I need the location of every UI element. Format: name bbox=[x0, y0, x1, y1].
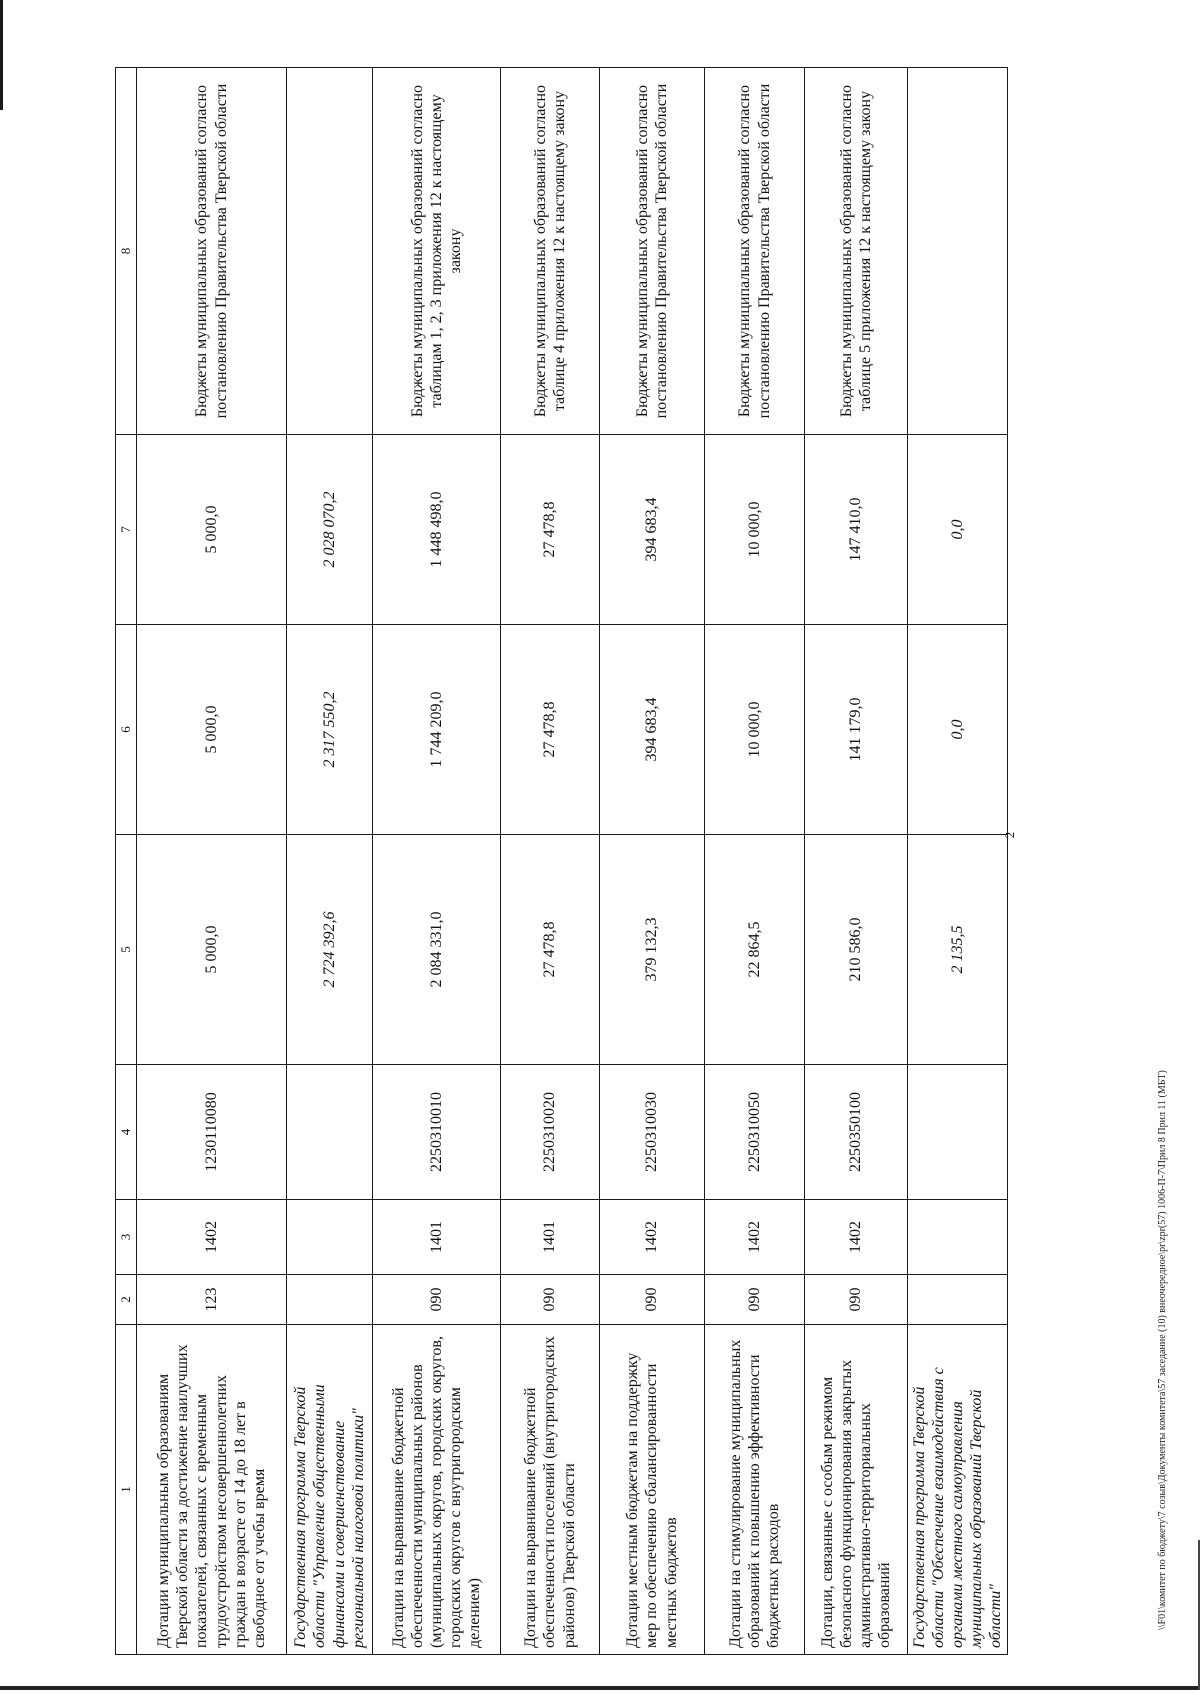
cell-recipient: Бюджеты муниципальных образований согласно постановлению Правительства Тверской области bbox=[705, 68, 805, 435]
cell-target-code bbox=[908, 1065, 1008, 1200]
cell-section-code: 1402 bbox=[137, 1200, 287, 1275]
row-name: Дотации местным бюджетам на поддержку мер по обеспечению сбалансированности местных бюджетов bbox=[600, 1325, 705, 1655]
scan-edge bbox=[0, 1686, 1200, 1690]
cell-recipient: Бюджеты муниципальных образований согласно постановлению Правительства Тверской области bbox=[600, 68, 705, 435]
cell-recipient: Бюджеты муниципальных образований согласно таблице 5 приложения 12 к настоящему закону bbox=[805, 68, 908, 435]
cell-amount-col6: 141 179,0 bbox=[805, 625, 908, 835]
cell-amount-col6: 394 683,4 bbox=[600, 625, 705, 835]
cell-section-code: 1402 bbox=[705, 1200, 805, 1275]
cell-admin-code: 123 bbox=[137, 1275, 287, 1325]
cell-target-code: 2250310010 bbox=[373, 1065, 501, 1200]
row-name: Дотации на выравнивание бюджетной обеспеченности поселений (внутригородских районов) Тверской области bbox=[501, 1325, 600, 1655]
budget-table bbox=[115, 67, 1008, 1655]
cell-amount-col7: 147 410,0 bbox=[805, 435, 908, 625]
cell-recipient: Бюджеты муниципальных образований согласно таблицам 1, 2, 3 приложения 12 к настоящему закону bbox=[373, 68, 501, 435]
cell-amount-col6: 10 000,0 bbox=[705, 625, 805, 835]
cell-amount-col5: 379 132,3 bbox=[600, 835, 705, 1065]
page-number: 2 bbox=[1002, 831, 1017, 839]
cell-amount-col7: 5 000,0 bbox=[137, 435, 287, 625]
cell-admin-code: 090 bbox=[600, 1275, 705, 1325]
cell-amount-col6: 27 478,8 bbox=[501, 625, 600, 835]
table-row bbox=[501, 68, 600, 1655]
row-name: Дотации на выравнивание бюджетной обеспеченности муниципальных районов (муниципальных округов, городских округов, городских округов с внутригородским делением) bbox=[373, 1325, 501, 1655]
cell-amount-col6: 1 744 209,0 bbox=[373, 625, 501, 835]
column-number-row bbox=[116, 68, 137, 1655]
cell-target-code bbox=[287, 1065, 373, 1200]
cell-amount-col7: 10 000,0 bbox=[705, 435, 805, 625]
table-row bbox=[373, 68, 501, 1655]
row-name: Дотации муниципальным образованиям Тверской области за достижение наилучших показателей, связанных с временным трудоустройством несовершеннолетних граждан в возрасте от 14 до 18 лет в свободное от учебы время bbox=[137, 1325, 287, 1655]
row-name: Государственная программа Тверской области "Управление общественными финансами и совершенствование региональной налоговой политики" bbox=[287, 1325, 373, 1655]
cell-recipient bbox=[908, 68, 1008, 435]
cell-target-code: 2250310030 bbox=[600, 1065, 705, 1200]
column-number: 7 bbox=[116, 435, 137, 625]
cell-amount-col7: 1 448 498,0 bbox=[373, 435, 501, 625]
cell-target-code: 2250310050 bbox=[705, 1065, 805, 1200]
cell-amount-col7: 394 683,4 bbox=[600, 435, 705, 625]
cell-amount-col5: 2 724 392,6 bbox=[287, 835, 373, 1065]
table-row bbox=[137, 68, 287, 1655]
cell-recipient bbox=[287, 68, 373, 435]
cell-amount-col6: 2 317 550,2 bbox=[287, 625, 373, 835]
cell-recipient: Бюджеты муниципальных образований согласно таблице 4 приложения 12 к настоящему закону bbox=[501, 68, 600, 435]
cell-amount-col5: 5 000,0 bbox=[137, 835, 287, 1065]
column-number: 3 bbox=[116, 1200, 137, 1275]
cell-admin-code bbox=[287, 1275, 373, 1325]
row-name: Государственная программа Тверской области "Обеспечение взаимодействия с органами местного самоуправления муниципальных образований Тверской области" bbox=[908, 1325, 1008, 1655]
cell-admin-code: 090 bbox=[373, 1275, 501, 1325]
table-row bbox=[287, 68, 373, 1655]
cell-amount-col5: 2 084 331,0 bbox=[373, 835, 501, 1065]
cell-admin-code: 090 bbox=[705, 1275, 805, 1325]
column-number: 5 bbox=[116, 835, 137, 1065]
cell-section-code: 1402 bbox=[805, 1200, 908, 1275]
cell-admin-code: 090 bbox=[805, 1275, 908, 1325]
cell-admin-code bbox=[908, 1275, 1008, 1325]
column-number: 2 bbox=[116, 1275, 137, 1325]
cell-section-code: 1402 bbox=[600, 1200, 705, 1275]
column-number: 1 bbox=[116, 1325, 137, 1655]
cell-target-code: 1230110080 bbox=[137, 1065, 287, 1200]
table-row bbox=[908, 68, 1008, 1655]
row-name: Дотации, связанные с особым режимом безопасного функционирования закрытых административно-территориальных образований bbox=[805, 1325, 908, 1655]
cell-admin-code: 090 bbox=[501, 1275, 600, 1325]
scan-edge bbox=[0, 0, 3, 110]
cell-amount-col5: 27 478,8 bbox=[501, 835, 600, 1065]
cell-section-code: 1401 bbox=[501, 1200, 600, 1275]
column-number: 8 bbox=[116, 68, 137, 435]
table-row bbox=[600, 68, 705, 1655]
row-name: Дотации на стимулирование муниципальных образований к повышению эффективности бюджетных расходов bbox=[705, 1325, 805, 1655]
column-number: 4 bbox=[116, 1065, 137, 1200]
cell-amount-col5: 22 864,5 bbox=[705, 835, 805, 1065]
cell-amount-col6: 0,0 bbox=[908, 625, 1008, 835]
cell-amount-col5: 2 135,5 bbox=[908, 835, 1008, 1065]
table-row bbox=[805, 68, 908, 1655]
cell-section-code bbox=[908, 1200, 1008, 1275]
cell-amount-col5: 210 586,0 bbox=[805, 835, 908, 1065]
table-row bbox=[705, 68, 805, 1655]
cell-section-code: 1401 bbox=[373, 1200, 501, 1275]
file-path-footer: \\F01\комитет по бюджету\7 созыв\Документы комитета\57 заседание (10) внеочередное\pr\zpr(57) 1006-П-7\Прил 8 Прил 11 (МБТ) bbox=[1157, 1070, 1168, 1630]
cell-amount-col6: 5 000,0 bbox=[137, 625, 287, 835]
cell-amount-col7: 0,0 bbox=[908, 435, 1008, 625]
column-number: 6 bbox=[116, 625, 137, 835]
cell-target-code: 2250310020 bbox=[501, 1065, 600, 1200]
cell-amount-col7: 2 028 070,2 bbox=[287, 435, 373, 625]
cell-section-code bbox=[287, 1200, 373, 1275]
cell-target-code: 2250350100 bbox=[805, 1065, 908, 1200]
rotated-page bbox=[115, 65, 1168, 1655]
cell-recipient: Бюджеты муниципальных образований согласно постановлению Правительства Тверской области bbox=[137, 68, 287, 435]
cell-amount-col7: 27 478,8 bbox=[501, 435, 600, 625]
